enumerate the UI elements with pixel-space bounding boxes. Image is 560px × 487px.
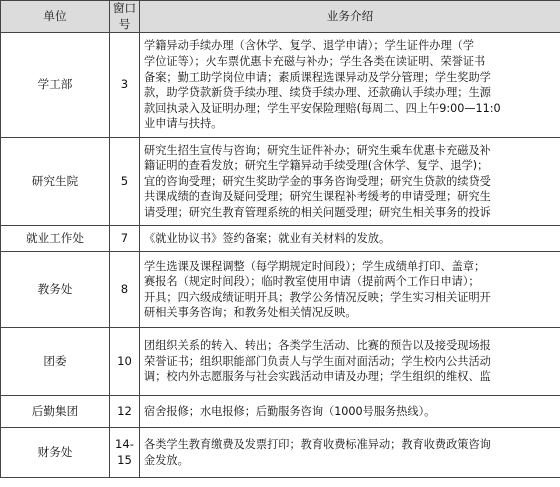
service-line: 款，助学贷款新贷手续办理、续贷手续办理、还款确认手续办理；生源 [144,86,491,100]
service-line: 研究生招生宣传与咨询；研究生证件补办；研究生乘车优惠卡充磁及补 [144,143,491,157]
service-line: 调；校内外志愿服务与社会实践活动申请及办理；学生组织的维权、监 [144,370,491,384]
service-line: 团组织关系的转入、转出；各类学生活动、比赛的预告以及接受现场报 [144,339,491,353]
window-cell: 12 [110,396,140,428]
table-header-row [1,1,560,33]
service-line: 赛报名（规定时间段）；临时教室使用申请（提前两个工作日申请）； [144,275,480,289]
services-cell [140,226,560,252]
services-cell [140,328,560,396]
unit-cell: 后勤集团 [1,396,110,428]
table-row [1,428,560,478]
service-line: 荣誉证书；组织职能部门负责人与学生面对面活动；学生校内公共活动 [144,354,491,368]
window-cell: 3 [110,33,140,138]
window-cell: 14-15 [110,428,140,478]
unit-cell: 就业工作处 [1,226,110,252]
service-line: 学籍异动手续办理（含休学、复学、退学申请）；学生证件办理（学 [144,39,475,53]
service-line: 学位证等）；火车票优惠卡充磁与补办；学生各类在读证明、荣誉证书 [144,55,486,68]
table-row [1,328,560,396]
header-services: 业务介绍 [140,1,560,33]
window-cell: 5 [110,138,140,226]
service-line: 研相关事务咨询；和教务处相关情况反映。 [144,306,357,320]
table-row [1,252,560,328]
unit-cell: 团委 [1,328,110,396]
window-cell: 10 [110,328,140,396]
service-line: 学生选课及课程调整（每学期规定时间段）；学生成绩单打印、盖章； [144,259,486,273]
services-cell [140,428,560,478]
service-line: 宿舍报修；水电报修；后勤服务咨询（1000号服务热线）。 [144,404,436,418]
services-cell [140,138,560,226]
table-row [1,138,560,226]
unit-cell: 教务处 [1,252,110,328]
unit-cell: 研究生院 [1,138,110,226]
services-cell [140,396,560,428]
service-line: 备案；勤工助学岗位申请；素质课程选课异动及学分管理；学生奖助学 [144,70,491,84]
service-line: 款回执录入及证明办理；学生平安保险理赔(每周二、四上午9:00—11:0 [144,101,501,115]
table-row [1,226,560,252]
service-line: 共课成绩的查询及疑问受理；研究生课程补考缓考的申请受理；研究生 [144,190,491,204]
table-row [1,396,560,428]
service-line: 籍证明的查看发放；研究生学籍异动手续受理(含休学、复学、退学)； [144,159,489,173]
service-line: 业申请与扶持。 [144,117,223,131]
service-line: 请受理；研究生教育管理系统的相关问题受理；研究生相关事务的投诉 [144,206,491,220]
window-cell: 8 [110,252,140,328]
service-line: 开具；四六级成绩证明开具；教学公务情况反映；学生实习相关证明开 [144,290,491,304]
header-unit: 单位 [1,1,110,33]
services-cell [140,252,560,328]
table-row [1,33,560,138]
service-line: 《就业协议书》签约备案；就业有关材料的发放。 [144,231,391,245]
service-line: 宜的咨询受理；研究生奖助学金的事务咨询受理；研究生贷款的续贷受 [144,174,491,188]
service-line: 各类学生教育缴费及发票打印；教育收费标准异动；教育收费政策咨询 [144,438,491,452]
header-window: 窗口号 [110,1,140,33]
unit-cell: 财务处 [1,428,110,478]
service-line: 金发放。 [144,453,189,467]
unit-cell: 学工部 [1,33,110,138]
services-cell [140,33,560,138]
window-cell: 7 [110,226,140,252]
